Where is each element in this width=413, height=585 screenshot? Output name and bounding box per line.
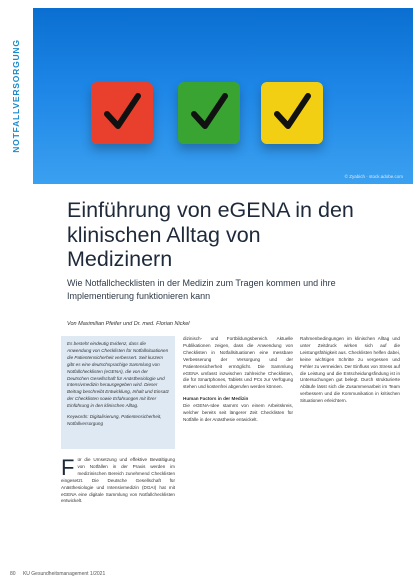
article-title: Einführung von eGENA in den klinischen Alltag von Medizinern [67, 198, 354, 271]
section-label [6, 8, 26, 184]
checkmark-icon [190, 92, 228, 132]
body-text: ür die Umsetzung und effektive Bewältigung von Notfällen in der Praxis werden im medizinischen Bereich zunehmend Checklisten eingesetzt. Die Deutsche Gesellschaft für Anästhesiologie und Intensivmedizin (DGAI) hat mit eGENA eine digitale Sammlung von Notfallchecklisten entwickelt. [61, 457, 175, 504]
drop-cap: F [61, 455, 75, 480]
red-checkmark-cube [91, 82, 153, 144]
photo-credit: © Zyabich · stock.adobe.com [344, 174, 403, 179]
checkmark-icon [273, 92, 311, 132]
section-heading: Human Factors in der Medizin [183, 396, 249, 402]
article-authors: Von Maximilian Pfeifer und Dr. med. Florian Nickel [67, 321, 190, 327]
green-checkmark-cube [178, 82, 240, 144]
body-text: dizinisch- und Fortbildungsbereich. Aktuelle Publikationen zeigen, dass die Anwendung von Checklisten in Notfallsituationen eine messbare Verbesserung der Versorgung und der Patientensicherheit ermöglicht. Die Sammlung eGENA umfasst inzwischen zahlreiche Checklisten, die für Smartphones, Tablets und PCs zur Verfügung stehen und kostenfrei abgerufen werden können. [183, 336, 293, 390]
body-column-1 [61, 457, 175, 505]
abstract-text: Es besteht eindeutig Evidenz, dass die Anwendung von Checklisten für Notfallsituationen die Patientensicherheit verbessert. Seit kurzem gibt es eine deutschsprachige Sammlung von Notfallchecklisten (eGENA), die von der Deutschen Gesellschaft für Anästhesiologie und Intensivmedizin herausgegeben wird. Dieser Beitrag beschreibt Entwicklung, Inhalt und Einsatz der Checklisten sowie Erfahrungen mit ihrer Einführung in den klinischen Alltag. [67, 341, 169, 409]
page-number: 80 [10, 571, 16, 577]
section-label-text: NOTFALLVERSORGUNG [11, 39, 21, 153]
page-footer [10, 571, 105, 577]
keywords: Keywords: Digitalisierung, Patientensicherheit, Notfallversorgung [67, 414, 162, 426]
abstract-box [61, 336, 175, 449]
checkmark-icon [103, 92, 141, 132]
header-photo [33, 8, 413, 184]
yellow-checkmark-cube [261, 82, 323, 144]
journal-name: KU Gesundheitsmanagement 1/2021 [22, 571, 106, 577]
body-text: Die eGENA-Idee stammt von einem Arbeitskreis, welcher bereits seit längerer Zeit Checklisten für Notfälle in der Anästhesie entwickelt. [183, 403, 293, 422]
article-subtitle: Wie Notfallchecklisten in der Medizin zum Tragen kommen und ihre Implementierung funktionieren kann [67, 278, 336, 301]
body-column-2 [183, 336, 293, 424]
body-column-3: Rahmenbedingungen im klinischen Alltag und unter Zeitdruck wirken sich auf die Leistungsfähigkeit aus. Checklisten helfen dabei, keine wichtigen Schritte zu vergessen und Fehler zu vermeiden. Der Einfluss von Stress auf die Leistung und die Entscheidungsfindung ist in Untersuchungen gut belegt. Durch strukturierte Abläufe lässt sich die Zusammenarbeit im Team verbessern und die Kommunikation in kritischen Situationen erleichtern. [300, 336, 400, 404]
